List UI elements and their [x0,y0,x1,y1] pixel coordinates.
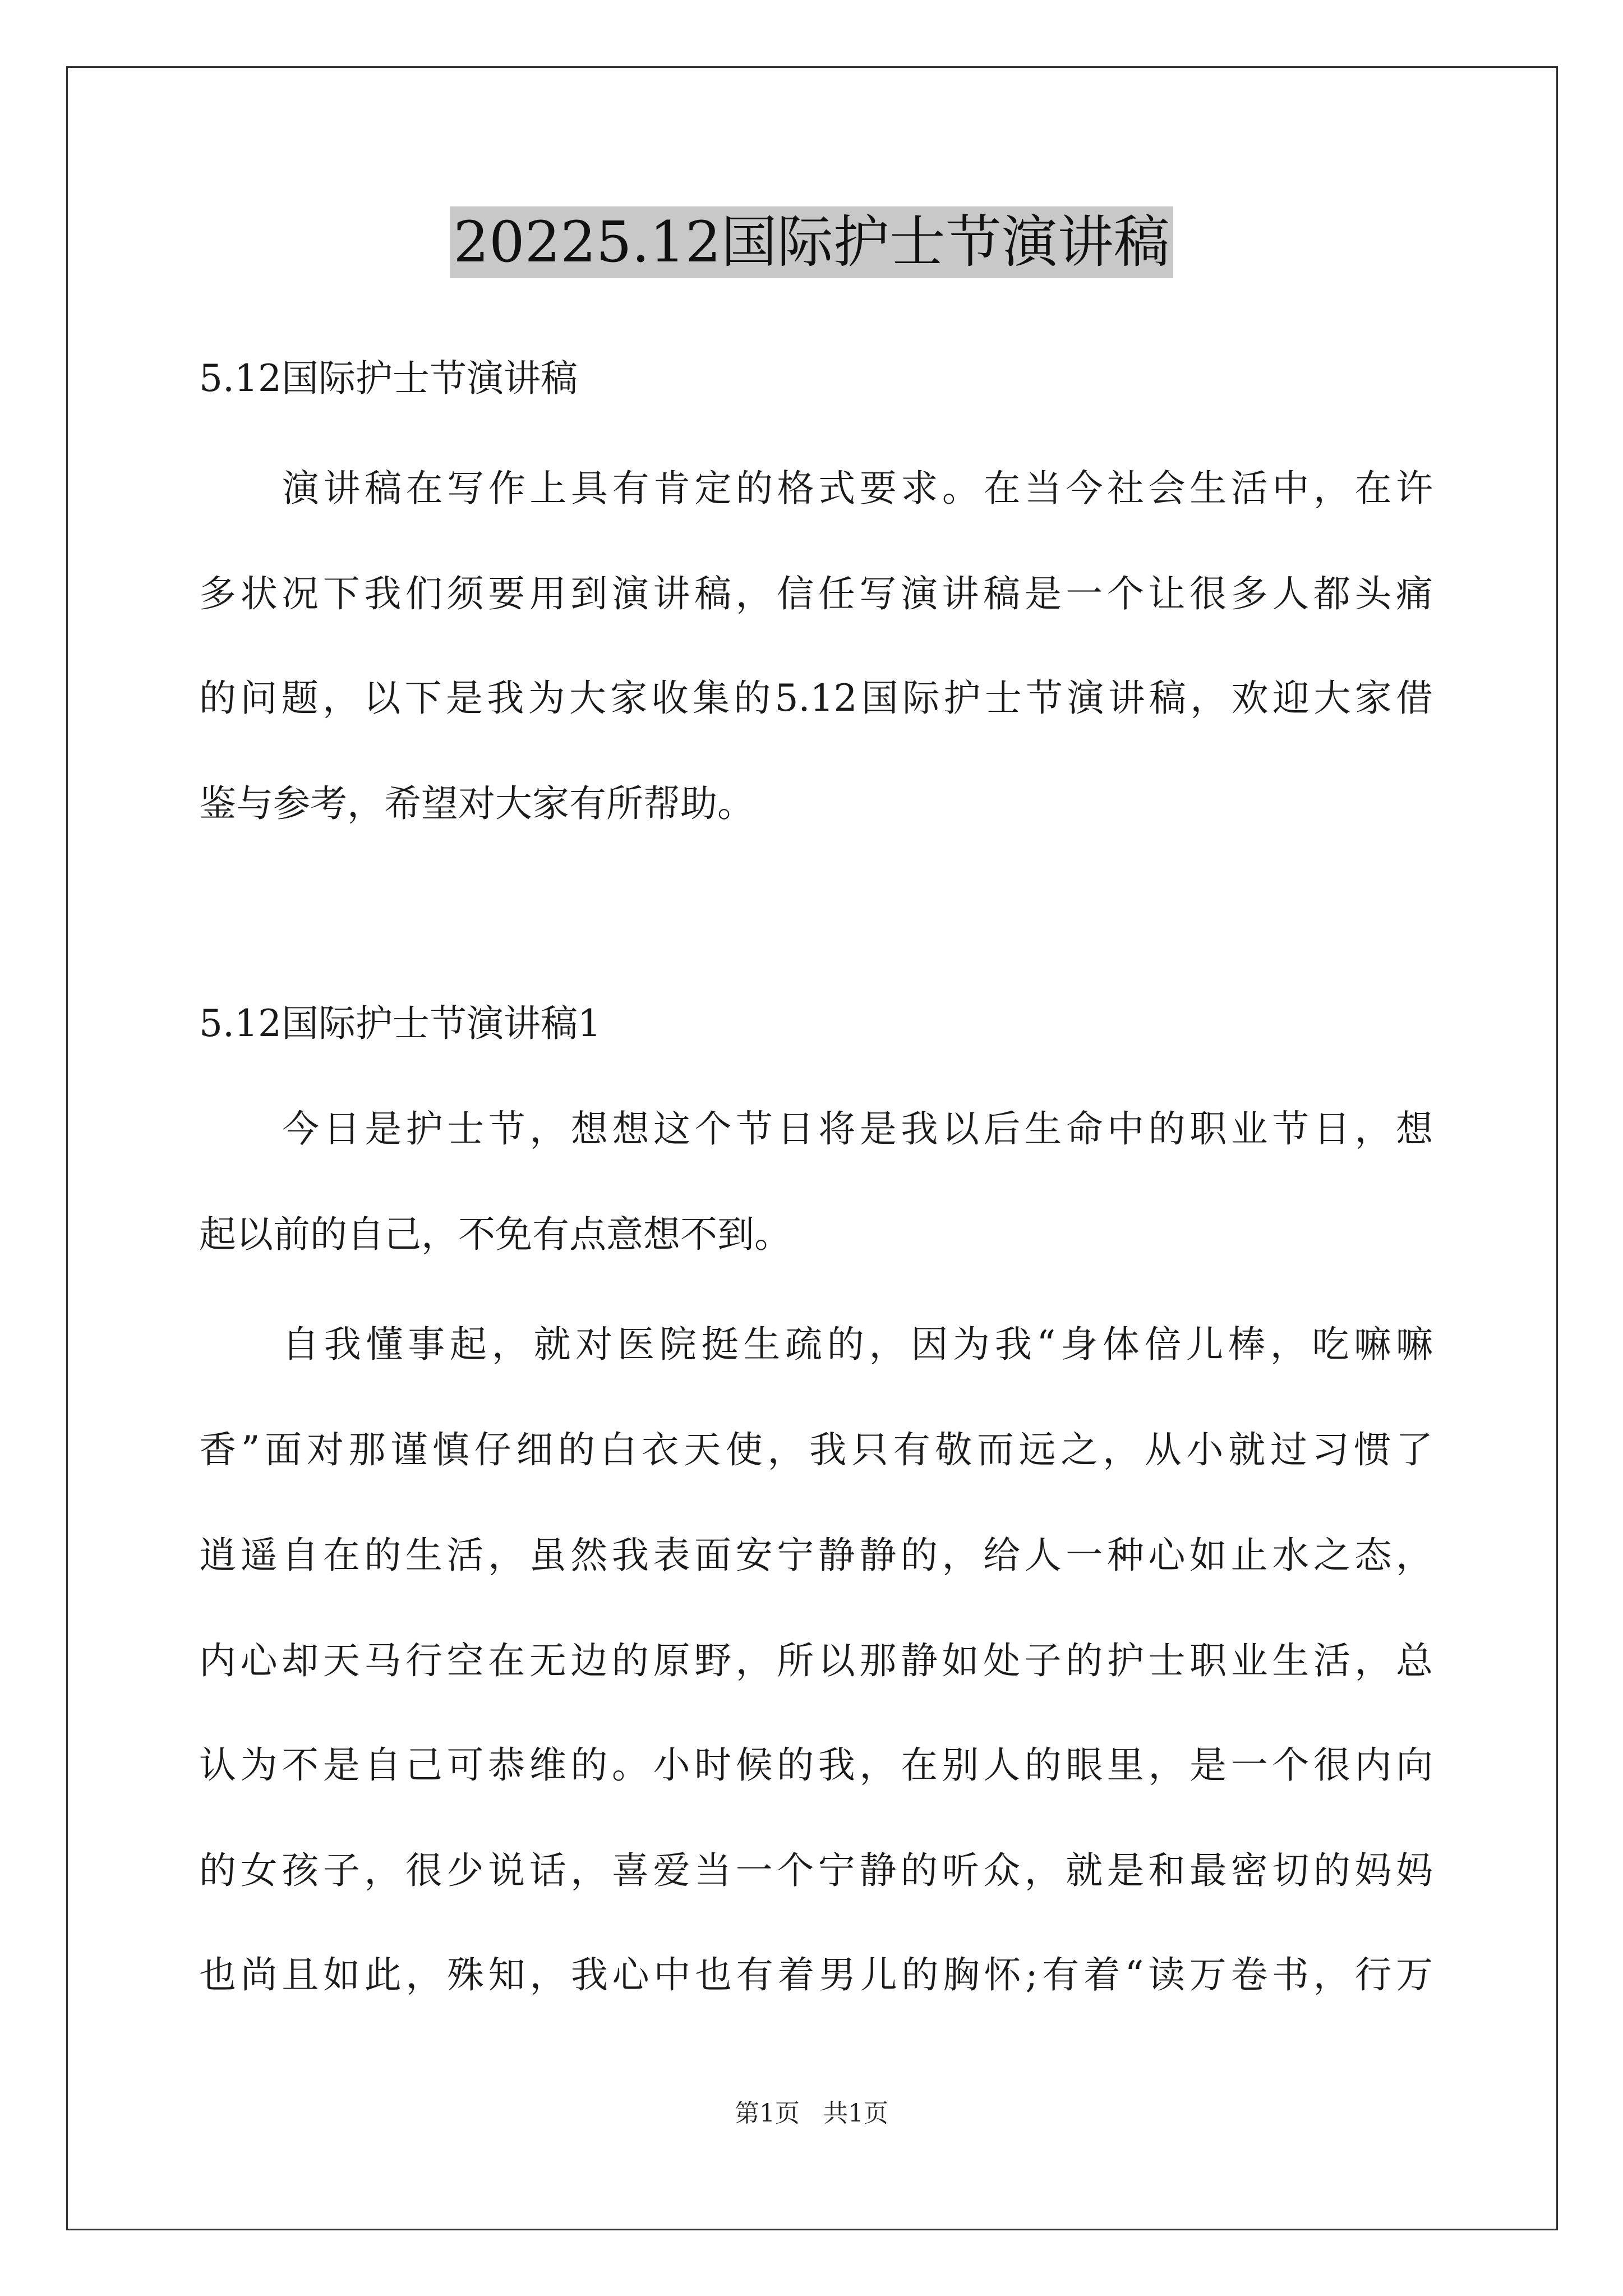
intro-line-2: 多状况下我们须要用到演讲稿，信任写演讲稿是一个让很多人都头痛 [199,572,1433,615]
intro-line-4: 鉴与参考，希望对大家有所帮助。 [199,782,754,825]
para2-line-7: 也尚且如此，殊知，我心中也有着男儿的胸怀;有着“读万卷书，行万 [199,1953,1433,1996]
subtitle: 5.12国际护士节演讲稿 [199,357,578,400]
para1-line-1: 今日是护士节，想想这个节日将是我以后生命中的职业节日，想 [282,1107,1433,1151]
para2-line-3: 逍遥自在的生活，虽然我表面安宁静静的，给人一种心如止水之态， [199,1534,1433,1577]
title-block [0,206,1623,278]
para2-line-6: 的女孩子，很少说话，喜爱当一个宁静的听众，就是和最密切的妈妈 [199,1849,1433,1892]
para1-line-2: 起以前的自己，不免有点意想不到。 [199,1213,791,1256]
page-number: 第1页 [735,2099,800,2128]
para2-line-4: 内心却天马行空在无边的原野，所以那静如处子的护士职业生活，总 [199,1639,1433,1682]
para2-line-1: 自我懂事起，就对医院挺生疏的，因为我“身体倍儿棒，吃嘛嘛 [282,1323,1433,1366]
page-total: 共1页 [823,2099,888,2128]
document-title: 20225.12国际护士节演讲稿 [450,206,1173,278]
section-heading: 5.12国际护士节演讲稿1 [199,1002,601,1045]
intro-line-1: 演讲稿在写作上具有肯定的格式要求。在当今社会生活中，在许 [282,467,1433,510]
para2-line-2: 香”面对那谨慎仔细的白衣天使，我只有敬而远之，从小就过习惯了 [199,1428,1433,1471]
intro-line-3: 的问题，以下是我为大家收集的5.12国际护士节演讲稿，欢迎大家借 [199,677,1433,720]
page-footer [0,2097,1623,2131]
para2-line-5: 认为不是自己可恭维的。小时候的我，在别人的眼里，是一个很内向 [199,1743,1433,1787]
